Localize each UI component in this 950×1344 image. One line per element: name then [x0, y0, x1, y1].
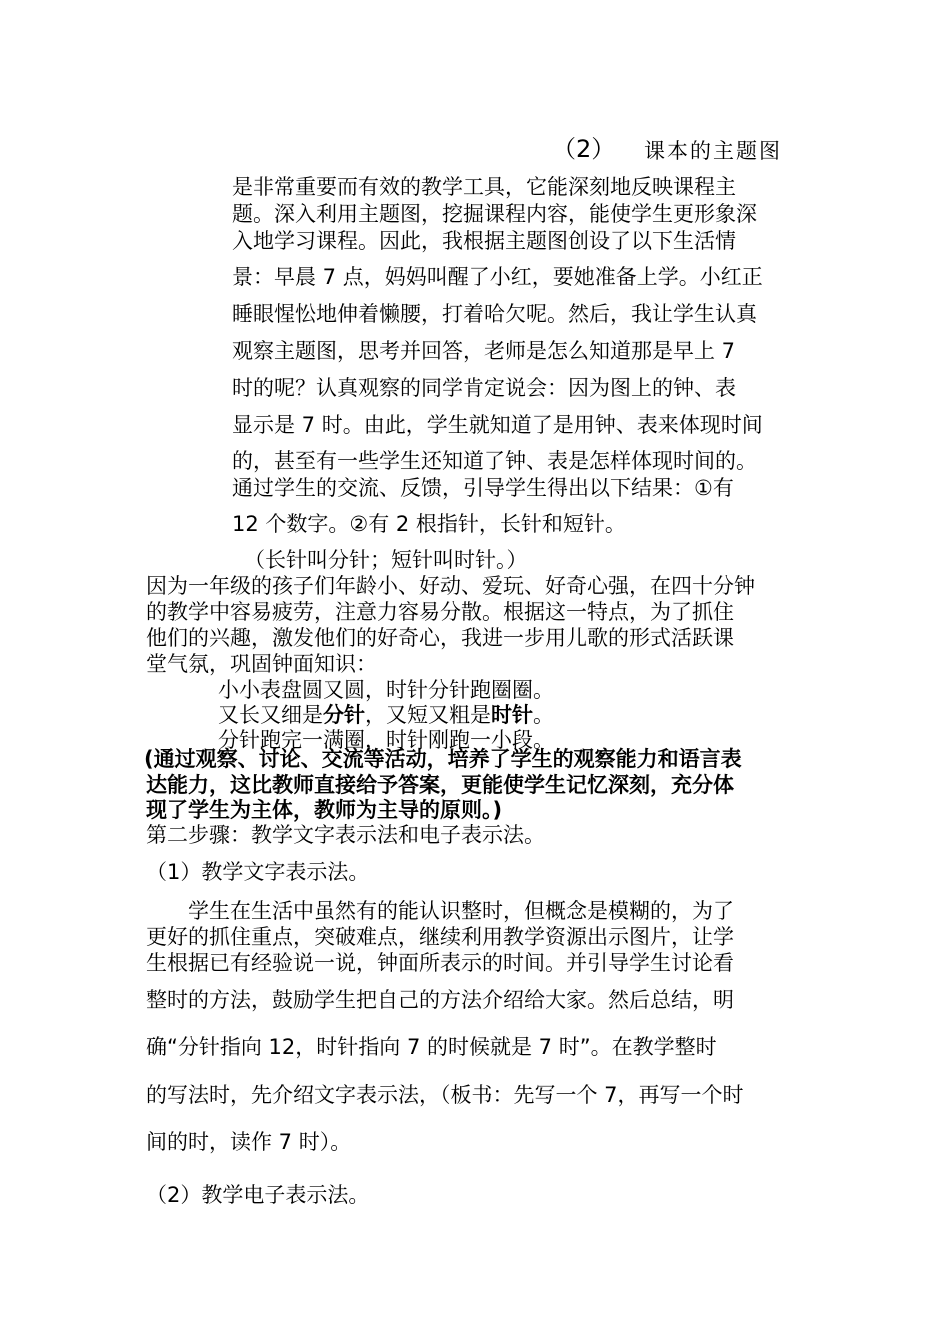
p1-line: 观察主题图，思考并回答，老师是怎么知道那是早上 7	[232, 339, 736, 363]
p1-line: 12 个数字。②有 2 根指针，长针和短针。	[232, 512, 626, 536]
p1-line: 是非常重要而有效的教学工具，它能深刻地反映课程主	[232, 175, 736, 199]
bold-note-line: 现了学生为主体，教师为主导的原则。)	[146, 798, 503, 822]
section-title: 课本的主题图	[644, 139, 782, 163]
p3-line: 生根据已有经验说一说，钟面所表示的时间。并引导学生讨论看	[146, 951, 734, 975]
p1-line: 时的呢？认真观察的同学肯定说会：因为图上的钟、表	[232, 376, 736, 400]
rhyme-text: 又长又细是	[218, 703, 323, 727]
bold-note-line: (通过观察、讨论、交流等活动，培养了学生的观察能力和语言表	[144, 747, 742, 771]
rhyme-text: ，又短又粗是	[365, 703, 491, 727]
p1-line: 的，甚至有一些学生还知道了钟、表是怎样体现时间的。	[232, 449, 757, 473]
rhyme-line-3: 分针跑完一满圈，时针刚跑一小段。	[218, 728, 554, 752]
step2-heading: 第二步骤：教学文字表示法和电子表示法。	[146, 823, 545, 847]
subsection-2: （2）教学电子表示法。	[146, 1183, 370, 1207]
minute-hand-term: 分针	[323, 703, 365, 727]
p3-line: 的写法时，先介绍文字表示法，（板书：先写一个 7，再写一个时	[146, 1083, 744, 1107]
p3-line: 确“分针指向 12，时针指向 7 的时候就是 7 时”。在教学整时	[146, 1035, 717, 1059]
rhyme-text: 。	[533, 703, 554, 727]
p1-line: 景：早晨 7 点，妈妈叫醒了小红，要她准备上学。小红正	[232, 265, 763, 289]
p3-line: 间的时，读作 7 时）。	[146, 1130, 352, 1154]
p1-line: （长针叫分针；短针叫时针。）	[244, 548, 528, 572]
subsection-1: （1）教学文字表示法。	[146, 860, 370, 884]
p1-line: 睡眼惺忪地伸着懒腰，打着哈欠呢。然后，我让学生认真	[232, 302, 757, 326]
rhyme-line-1: 小小表盘圆又圆，时针分针跑圈圈。	[218, 678, 554, 702]
p2-line: 堂气氛，巩固钟面知识：	[146, 652, 377, 676]
p3-line: 学生在生活中虽然有的能认识整时，但概念是模糊的，为了	[188, 899, 734, 923]
p1-line: 显示是 7 时。由此，学生就知道了是用钟、表来体现时间	[232, 413, 763, 437]
p2-line: 的教学中容易疲劳，注意力容易分散。根据这一特点，为了抓住	[146, 600, 734, 624]
p3-line: 整时的方法，鼓励学生把自己的方法介绍给大家。然后总结，明	[146, 988, 734, 1012]
p2-line: 他们的兴趣，激发他们的好奇心，我进一步用儿歌的形式活跃课	[146, 626, 734, 650]
p1-line: 通过学生的交流、反馈，引导学生得出以下结果：①有	[232, 476, 734, 500]
bold-note-line: 达能力，这比教师直接给予答案，更能使学生记忆深刻，充分体	[146, 773, 734, 797]
p3-line: 更好的抓住重点，突破难点，继续利用教学资源出示图片，让学	[146, 925, 734, 949]
p2-line: 因为一年级的孩子们年龄小、好动、爱玩、好奇心强，在四十分钟	[146, 574, 755, 598]
p1-line: 入地学习课程。因此，我根据主题图创设了以下生活情	[232, 229, 736, 253]
section-number: （2）	[552, 135, 616, 163]
p1-line: 题。深入利用主题图，挖掘课程内容，能使学生更形象深	[232, 202, 757, 226]
rhyme-line-2	[218, 702, 554, 728]
hour-hand-term: 时针	[491, 703, 533, 727]
